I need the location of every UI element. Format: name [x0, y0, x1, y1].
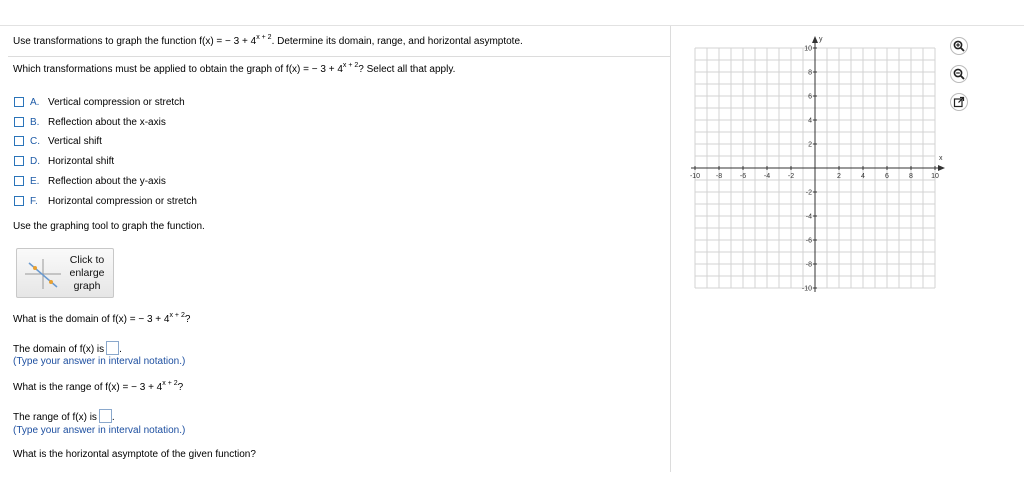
y-tick-label: -2: [805, 189, 812, 197]
top-divider: [0, 25, 1024, 26]
question-divider: [8, 56, 670, 57]
domain-question: What is the domain of f(x) = − $3 + 4^{x + 2}$?: [13, 312, 191, 325]
x-tick-label: -10: [689, 173, 701, 180]
option-c[interactable]: C. Vertical shift: [14, 135, 102, 147]
checkbox[interactable]: [14, 196, 24, 206]
asymptote-question: What is the horizontal asymptote of the given function?: [13, 449, 256, 460]
x-tick-label: -6: [739, 173, 747, 180]
y-tick-label: -4: [805, 213, 812, 221]
y-tick-label: 8: [808, 69, 812, 77]
y-tick-label: 2: [808, 141, 812, 149]
checkbox[interactable]: [14, 156, 24, 166]
x-tick-label: 2: [837, 173, 841, 180]
y-tick-label: 10: [804, 45, 812, 53]
panel-divider: [670, 26, 671, 472]
range-answer-row: The range of f(x) is .: [13, 409, 115, 423]
y-tick-label: -10: [801, 285, 812, 293]
zoom-in-button[interactable]: [950, 37, 968, 55]
option-e[interactable]: E. Reflection about the y-axis: [14, 175, 166, 187]
x-tick-label: -8: [715, 173, 723, 180]
y-tick-label: 4: [808, 117, 812, 125]
y-tick-label: -8: [805, 261, 812, 269]
option-b[interactable]: B. Reflection about the x-axis: [14, 116, 166, 128]
y-axis-label: y: [819, 36, 823, 43]
x-axis-label: x: [939, 155, 943, 162]
zoom-out-button[interactable]: [950, 65, 968, 83]
x-tick-label: 4: [861, 173, 865, 180]
enlarge-label-1: Click to: [69, 254, 105, 266]
option-a[interactable]: A. Vertical compression or stretch: [14, 96, 185, 108]
checkbox[interactable]: [14, 136, 24, 146]
zoom-in-icon: [953, 40, 965, 52]
open-external-button[interactable]: [950, 93, 968, 111]
y-axis-arrow: [812, 36, 818, 43]
x-axis-arrow: [938, 165, 945, 171]
x-tick-label: 8: [909, 173, 913, 180]
x-tick-label: 10: [931, 173, 939, 180]
external-link-icon: [953, 96, 965, 108]
x-tick-label: 6: [885, 173, 889, 180]
graph-thumbnail-icon: [23, 257, 63, 291]
domain-hint: (Type your answer in interval notation.): [13, 356, 186, 367]
question-text: Use transformations to graph the function f(x) = − $3 + 4^{x + 2}$. Determine its domain, range, and horizontal asymptote.: [13, 34, 523, 47]
graph-tool-instruction: Use the graphing tool to graph the function.: [13, 221, 205, 232]
checkbox[interactable]: [14, 97, 24, 107]
x-tick-label: -2: [787, 173, 795, 180]
domain-answer-input[interactable]: [106, 341, 119, 355]
x-tick-label: -4: [763, 173, 771, 180]
transformation-prompt: Which transformations must be applied to obtain the graph of f(x) = − $3 + 4^{x + 2}$? Select all that apply.: [13, 62, 456, 75]
y-tick-label: 6: [808, 93, 812, 101]
checkbox[interactable]: [14, 176, 24, 186]
coordinate-grid[interactable]: [685, 30, 945, 295]
y-tick-label: -6: [805, 237, 812, 245]
range-answer-input[interactable]: [99, 409, 112, 423]
enlarge-label-2: enlarge: [69, 267, 105, 279]
option-d[interactable]: D. Horizontal shift: [14, 155, 114, 167]
enlarge-graph-button[interactable]: [16, 248, 114, 298]
graph-area[interactable]: [685, 30, 945, 295]
checkbox[interactable]: [14, 117, 24, 127]
zoom-out-icon: [953, 68, 965, 80]
range-question: What is the range of f(x) = − $3 + 4^{x + 2}$?: [13, 380, 184, 393]
range-hint: (Type your answer in interval notation.): [13, 425, 186, 436]
enlarge-label-3: graph: [73, 280, 101, 292]
domain-answer-row: The domain of f(x) is .: [13, 341, 122, 355]
option-f[interactable]: F. Horizontal compression or stretch: [14, 195, 197, 207]
